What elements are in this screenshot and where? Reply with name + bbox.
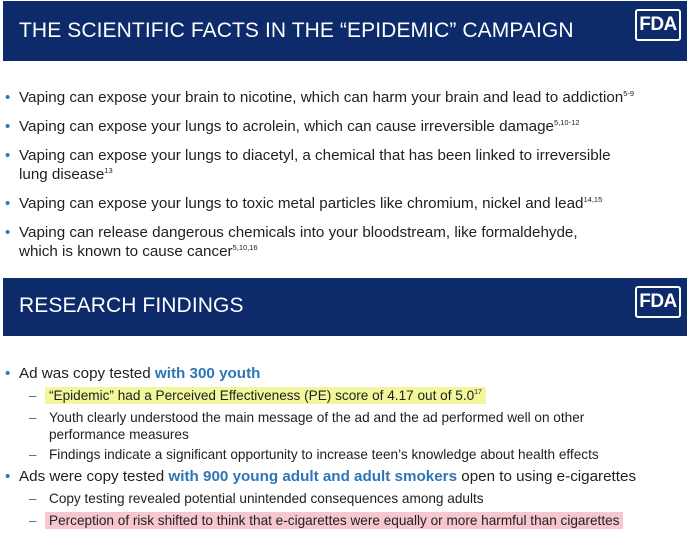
dash-icon: –: [29, 447, 37, 462]
sub-finding-text: Perception of risk shifted to think that e-cigarettes were equally or more harmful than cigarettes: [49, 513, 620, 528]
findings-list: [5, 364, 689, 529]
sub-finding-item: [5, 387, 689, 404]
fact-item: [5, 223, 685, 261]
fact-text: Vaping can expose your lungs to acrolein, which can cause irreversible damage: [19, 118, 554, 135]
fact-reference: 5,10-12: [553, 118, 580, 127]
finding-text: Ad was copy tested: [19, 365, 155, 382]
finding-highlight: with 900 young adult and adult smokers: [168, 468, 458, 485]
sub-finding-text: performance measures: [49, 427, 189, 442]
sub-finding-item: [5, 490, 689, 507]
fact-reference: 14,15: [583, 195, 603, 204]
facts-list: [5, 88, 685, 261]
bullet-icon: •: [5, 365, 11, 382]
section-title: RESEARCH FINDINGS: [19, 294, 244, 317]
fact-text: Vaping can expose your brain to nicotine, which can harm your brain and lead to addiction: [19, 89, 624, 106]
dash-icon: –: [29, 410, 37, 425]
fact-text: lung disease: [19, 166, 105, 183]
fact-item: [5, 88, 685, 107]
finding-text: open to using e-cigarettes: [457, 468, 637, 485]
bullet-icon: •: [5, 468, 11, 485]
section-title: THE SCIENTIFIC FACTS IN THE “EPIDEMIC” CAMPAIGN: [19, 19, 574, 42]
fact-text: Vaping can release dangerous chemicals into your bloodstream, like formaldehyde,: [19, 224, 578, 241]
finding-highlight: with 300 youth: [154, 365, 261, 382]
fda-logo: FDA: [635, 9, 681, 41]
sub-finding-text: Copy testing revealed potential unintended consequences among adults: [49, 491, 484, 506]
fda-logo: FDA: [635, 286, 681, 318]
highlighted-finding: [45, 387, 486, 404]
sub-finding-item: [5, 446, 689, 463]
fact-reference: 5-9: [623, 89, 635, 98]
section-header-research-findings: [3, 278, 687, 336]
finding-reference: 17: [474, 389, 482, 396]
finding-item: [5, 467, 689, 487]
fact-reference: 5,10,16: [232, 243, 258, 252]
fact-item: [5, 146, 685, 184]
sub-finding-text: Youth clearly understood the main message of the ad and the ad performed well on other: [49, 410, 585, 425]
finding-item: [5, 364, 689, 384]
sub-finding-item: [5, 512, 689, 529]
sub-finding-text: Findings indicate a significant opportunity to increase teen’s knowledge about health effects: [49, 447, 599, 462]
finding-text: Ads were copy tested: [19, 468, 169, 485]
fact-item: [5, 117, 685, 136]
fact-item: [5, 194, 685, 213]
dash-icon: –: [29, 513, 37, 528]
fact-text: Vaping can expose your lungs to toxic metal particles like chromium, nickel and lead: [19, 195, 584, 212]
fact-text: Vaping can expose your lungs to diacetyl, a chemical that has been linked to irreversible: [19, 147, 611, 164]
section-header-scientific-facts: [3, 1, 687, 61]
dash-icon: –: [29, 388, 37, 403]
dash-icon: –: [29, 491, 37, 506]
fact-reference: 13: [104, 166, 113, 175]
highlighted-finding: [45, 512, 623, 529]
sub-finding-item: [5, 409, 689, 443]
fact-text: which is known to cause cancer: [19, 243, 233, 260]
sub-finding-text: “Epidemic” had a Perceived Effectiveness (PE) score of 4.17 out of 5.0: [49, 388, 475, 403]
